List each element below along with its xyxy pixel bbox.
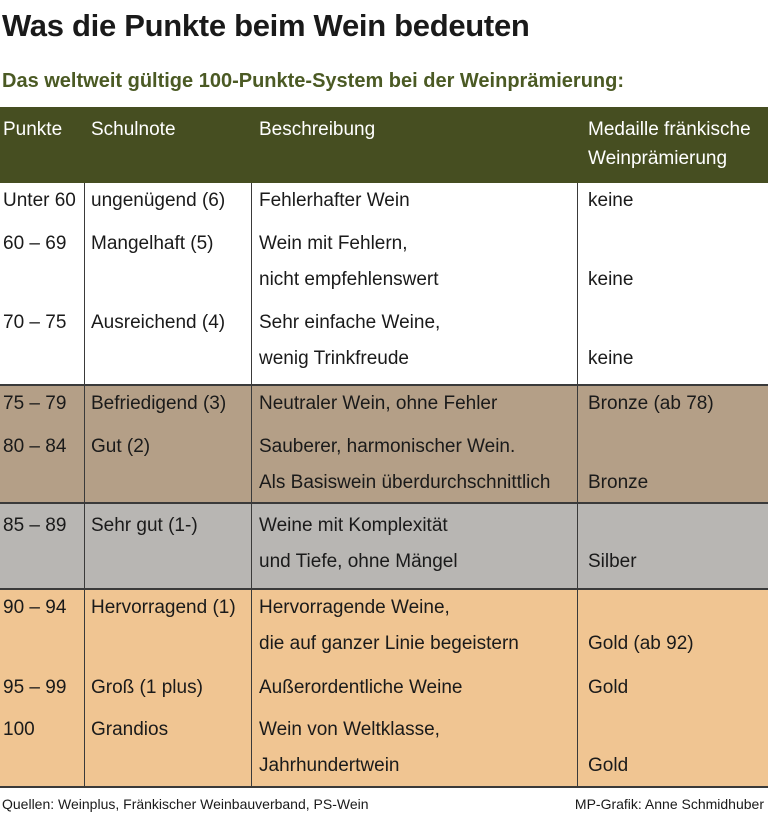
row-beschreibung: Wein von Weltklasse, <box>259 719 440 740</box>
footer-credit: MP-Grafik: Anne Schmidhuber <box>574 796 764 812</box>
row-medaille: Gold <box>588 755 629 776</box>
row-punkte: 95 – 99 <box>3 677 67 698</box>
row-medaille: Bronze (ab 78) <box>588 393 714 414</box>
row-punkte: 85 – 89 <box>3 515 67 536</box>
column-divider <box>251 590 252 786</box>
column-divider <box>251 386 252 502</box>
footer-sources: Quellen: Weinplus, Fränkischer Weinbauverband, PS-Wein <box>2 796 369 812</box>
row-medaille: Gold (ab 92) <box>588 633 694 654</box>
table-group-excellent <box>0 590 768 788</box>
column-divider <box>251 183 252 384</box>
row-medaille: keine <box>588 269 634 290</box>
row-beschreibung: Wein mit Fehlern, <box>259 233 408 254</box>
row-medaille: keine <box>588 348 634 369</box>
row-beschreibung: Weine mit Komplexität <box>259 515 448 536</box>
row-schulnote: Ausreichend (4) <box>91 312 226 333</box>
row-schulnote: Sehr gut (1-) <box>91 515 198 536</box>
table-group-very-good <box>0 504 768 590</box>
row-beschreibung: Sehr einfache Weine, <box>259 312 441 333</box>
header-schulnote: Schulnote <box>91 119 176 140</box>
page-subtitle: Das weltweit gültige 100-Punkte-System bei der Weinprämierung: <box>2 70 625 92</box>
row-beschreibung-line2: nicht empfehlenswert <box>259 269 439 290</box>
row-schulnote: Grandios <box>91 719 169 740</box>
row-beschreibung-line2: Jahrhundertwein <box>259 755 400 776</box>
row-beschreibung: Außerordentliche Weine <box>259 677 463 698</box>
header-beschreibung: Beschreibung <box>259 119 376 140</box>
table-group-satisfactory <box>0 386 768 504</box>
row-medaille: Silber <box>588 551 637 572</box>
row-punkte: 90 – 94 <box>3 597 67 618</box>
row-beschreibung: Fehlerhafter Wein <box>259 190 410 211</box>
row-schulnote: Gut (2) <box>91 436 151 457</box>
column-divider <box>84 504 85 588</box>
column-divider <box>84 386 85 502</box>
row-punkte: Unter 60 <box>3 190 76 211</box>
row-schulnote: Hervorragend (1) <box>91 597 236 618</box>
header-medaille-line1: Medaille fränkische <box>588 119 751 140</box>
column-divider <box>577 386 578 502</box>
row-punkte: 70 – 75 <box>3 312 67 333</box>
column-divider <box>577 183 578 384</box>
column-divider <box>577 590 578 786</box>
row-beschreibung-line2: die auf ganzer Linie begeistern <box>259 633 519 654</box>
row-schulnote: Befriedigend (3) <box>91 393 227 414</box>
row-beschreibung-line2: wenig Trinkfreude <box>259 348 409 369</box>
row-punkte: 75 – 79 <box>3 393 67 414</box>
row-punkte: 80 – 84 <box>3 436 67 457</box>
header-punkte: Punkte <box>3 119 63 140</box>
table-header <box>0 107 768 183</box>
row-medaille: Gold <box>588 677 629 698</box>
row-beschreibung: Sauberer, harmonischer Wein. <box>259 436 516 457</box>
row-beschreibung-line2: und Tiefe, ohne Mängel <box>259 551 458 572</box>
row-beschreibung-line2: Als Basiswein überdurchschnittlich <box>259 472 551 493</box>
points-table <box>0 107 768 788</box>
row-schulnote: Groß (1 plus) <box>91 677 203 698</box>
row-medaille: Bronze <box>588 472 649 493</box>
row-medaille: keine <box>588 190 634 211</box>
row-schulnote: ungenügend (6) <box>91 190 226 211</box>
page-title: Was die Punkte beim Wein bedeuten <box>2 8 530 43</box>
row-schulnote: Mangelhaft (5) <box>91 233 214 254</box>
column-divider <box>251 504 252 588</box>
header-medaille <box>588 115 751 173</box>
row-beschreibung: Neutraler Wein, ohne Fehler <box>259 393 498 414</box>
column-divider <box>577 504 578 588</box>
column-divider <box>84 183 85 384</box>
row-punkte: 60 – 69 <box>3 233 67 254</box>
column-divider <box>84 590 85 786</box>
row-beschreibung: Hervorragende Weine, <box>259 597 450 618</box>
table-group-insufficient <box>0 183 768 386</box>
row-punkte: 100 <box>3 719 35 740</box>
header-medaille-line2: Weinprämierung <box>588 148 728 169</box>
